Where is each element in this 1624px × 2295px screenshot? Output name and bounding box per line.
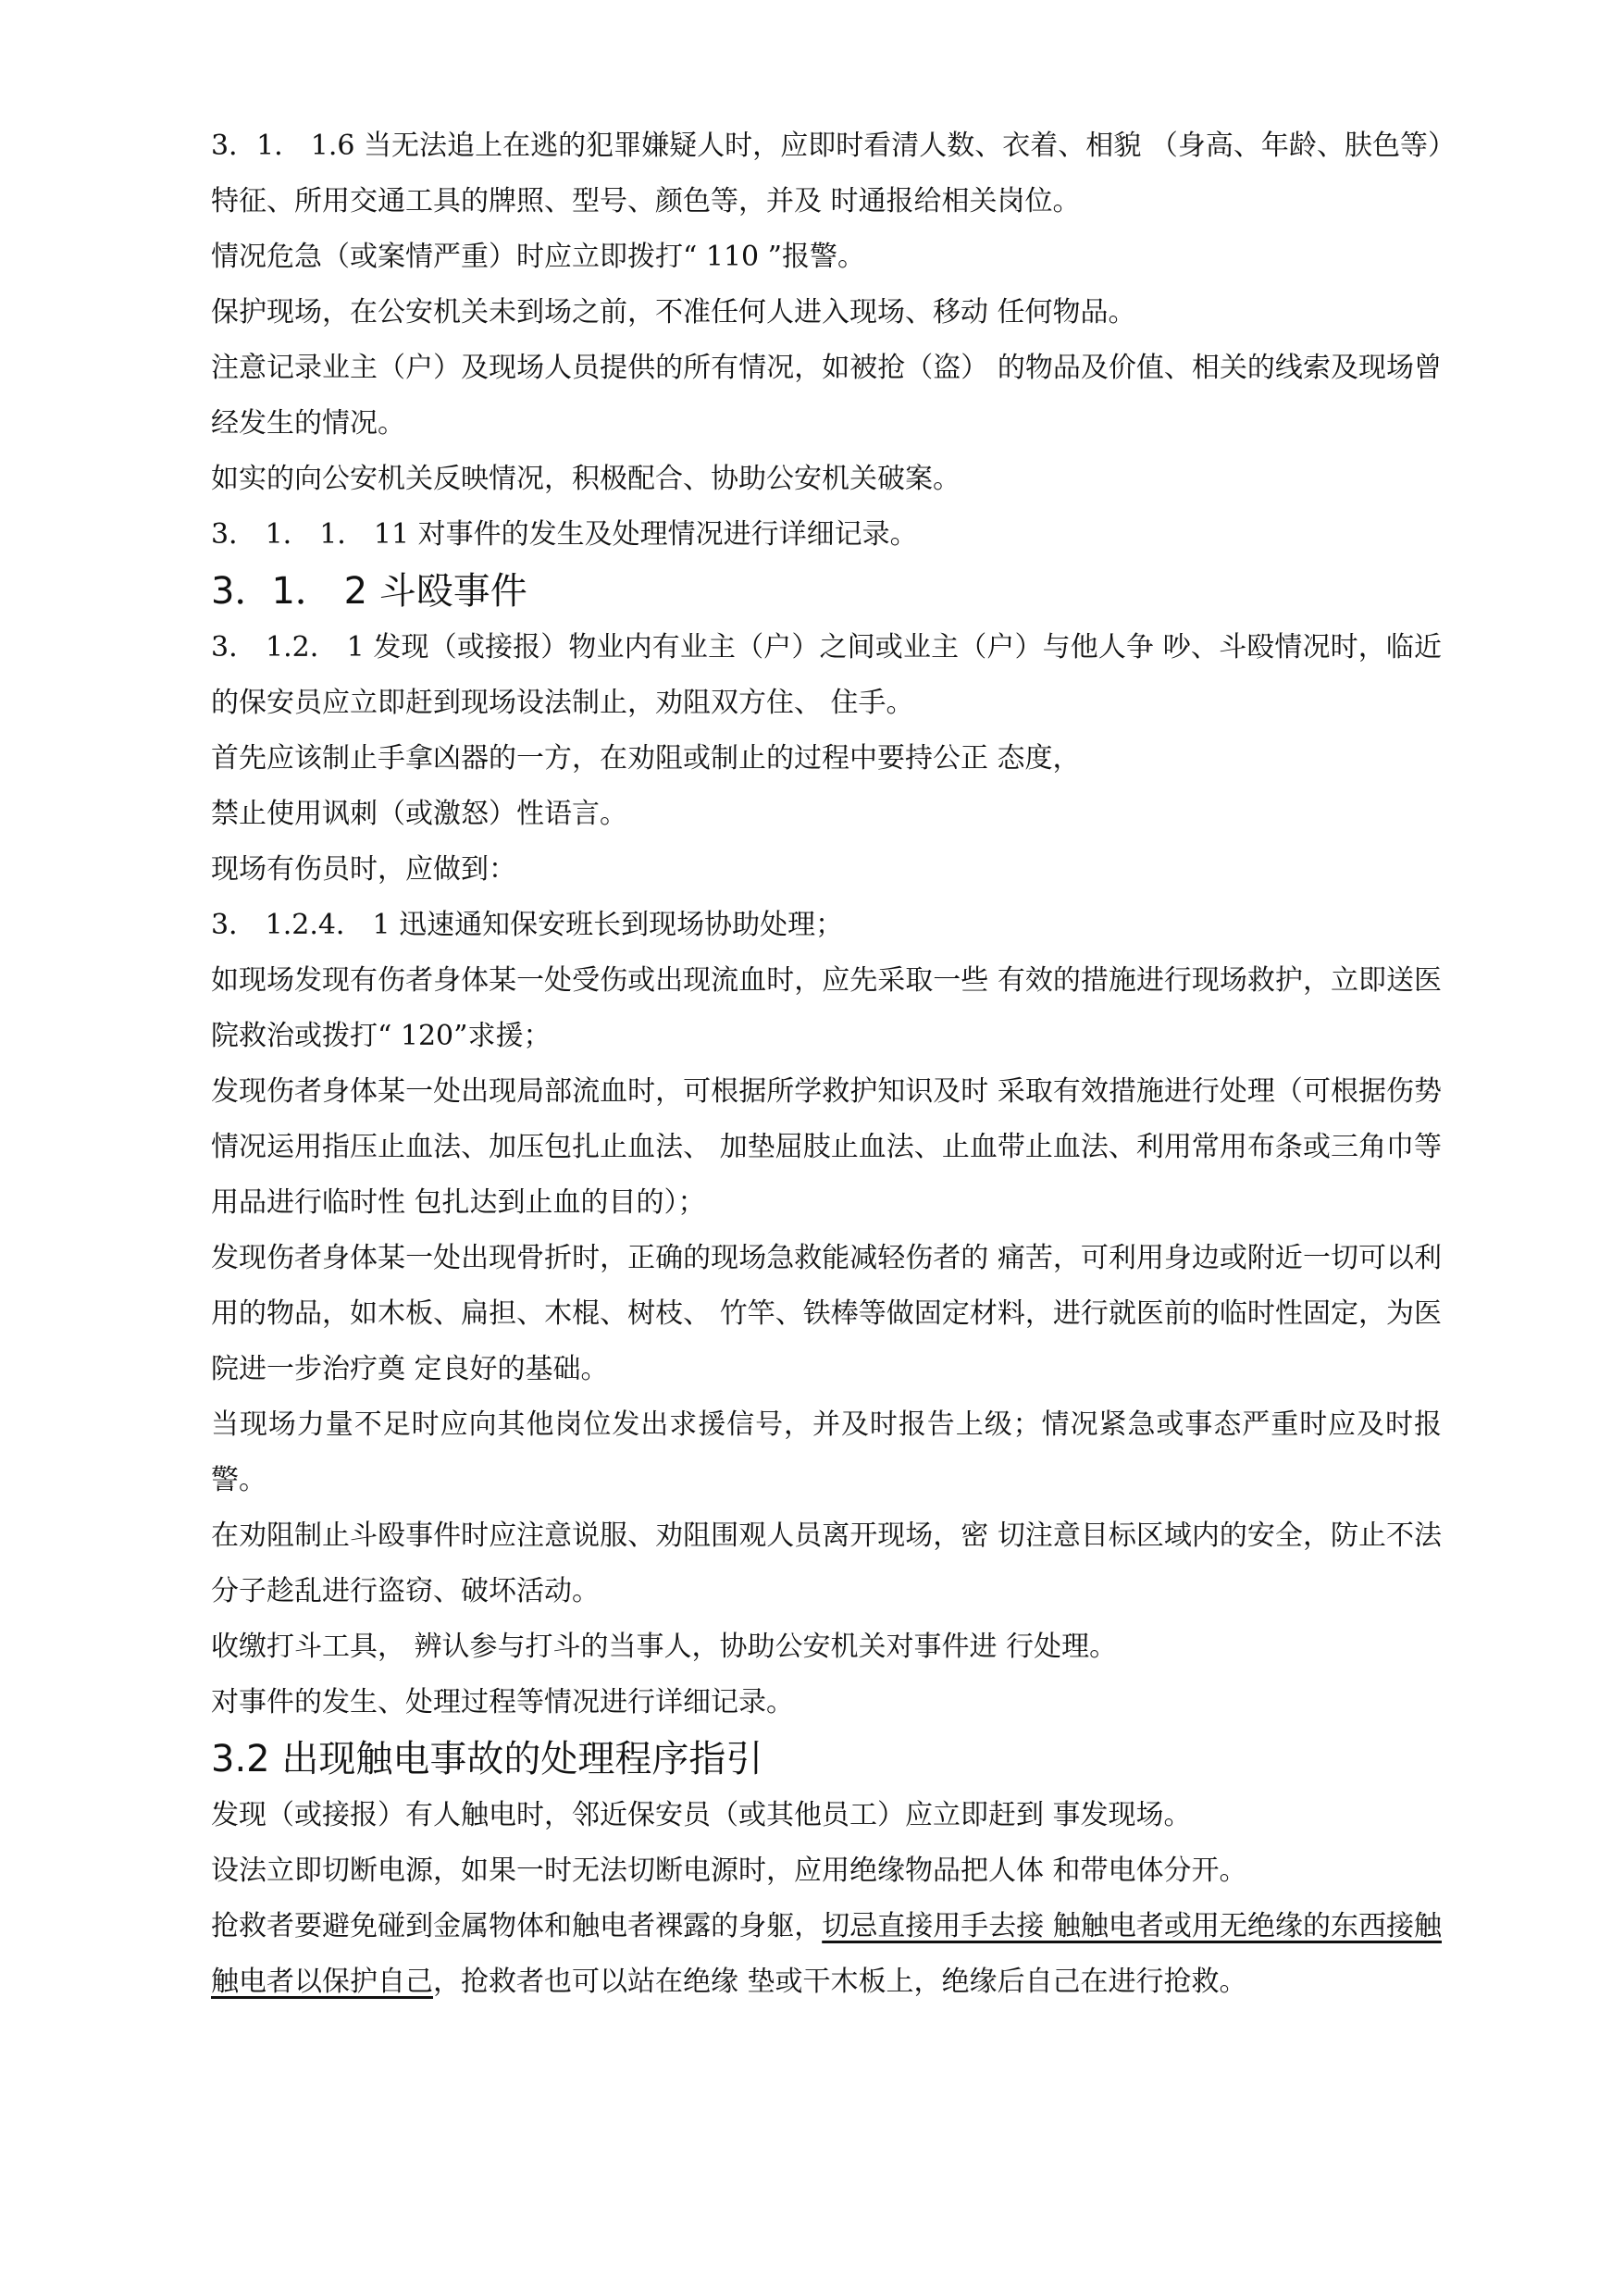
underlined-warning: 切忌直接用手去接 触触电者或用无绝缘的东西接触触电者以保护自己 bbox=[211, 1910, 1442, 1998]
section-heading-fight: 3．1． 2 斗殴事件 bbox=[211, 570, 527, 613]
paragraph-3-1-1-6: 3．1． 1.6 当无法追上在逃的犯罪嫌疑人时，应即时看清人数、衣着、相貌 （身高、年龄、肤色等）特征、所用交通工具的牌照、型号、颜色等，并及 时通报给相关岗位。 bbox=[211, 130, 1442, 217]
paragraph-no-sarcasm: 禁止使用讽刺（或激怒）性语言。 bbox=[211, 798, 627, 830]
paragraph-call-120: 如现场发现有伤者身体某一处受伤或出现流血时，应先采取一些 有效的措施进行现场救护，立即送医院救治或拨打“ 120”求援； bbox=[211, 964, 1442, 1052]
paragraph-record-info: 注意记录业主（户）及现场人员提供的所有情况，如被抢（盗） 的物品及价值、相关的线索及现场曾经发生的情况。 bbox=[211, 352, 1442, 440]
paragraph-fracture: 发现伤者身体某一处出现骨折时，正确的现场急救能减轻伤者的 痛苦，可利用身边或附近一切可以利用的物品，如木板、扁担、木棍、树枝、 竹竿、铁棒等做固定材料，进行就医前的临时性固定，为医院进一步治疗奠 定良好的基础。 bbox=[211, 1242, 1442, 1385]
paragraph-3-1-2-1: 3． 1.2． 1 发现（或接报）物业内有业主（户）之间或业主（户）与他人争 吵、斗殴情况时，临近的保安员应立即赶到现场设法制止，劝阻双方住、 住手。 bbox=[211, 631, 1442, 719]
paragraph-request-help: 当现场力量不足时应向其他岗位发出求援信号，并及时报告上级；情况紧急或事态严重时应及时报警。 bbox=[211, 1408, 1442, 1496]
paragraph-bleeding: 发现伤者身体某一处出现局部流血时，可根据所学救护知识及时 采取有效措施进行处理（可根据伤势情况运用指压止血法、加压包扎止血法、 加垫屈肢止血法、止血带止血法、利用常用布条或三角巾等用品进行临时性 包扎达到止血的目的）； bbox=[211, 1075, 1442, 1219]
rescuer-safety-text-end: ，抢救者也可以站在绝缘 垫或干木板上，绝缘后自己在进行抢救。 bbox=[433, 1966, 1247, 1998]
paragraph-rescuer-safety bbox=[211, 1899, 1442, 2010]
paragraph-injured: 现场有伤员时，应做到： bbox=[211, 853, 516, 886]
paragraph-report-police: 如实的向公安机关反映情况，积极配合、协助公安机关破案。 bbox=[211, 463, 961, 495]
paragraph-cut-power: 设法立即切断电源，如果一时无法切断电源时，应用绝缘物品把人体 和带电体分开。 bbox=[211, 1855, 1247, 1887]
rescuer-safety-text: 抢救者要避免碰到金属物体和触电者裸露的身躯， bbox=[211, 1910, 823, 1942]
paragraph-call-110: 情况危急（或案情严重）时应立即拨打“ 110 ”报警。 bbox=[211, 241, 866, 273]
paragraph-stop-armed: 首先应该制止手拿凶器的一方，在劝阻或制止的过程中要持公正 态度， bbox=[211, 742, 1081, 775]
paragraph-3-1-2-4-1: 3． 1.2.4． 1 迅速通知保安班长到现场协助处理； bbox=[211, 909, 844, 941]
paragraph-confiscate: 收缴打斗工具， 辨认参与打斗的当事人，协助公安机关对事件进 行处理。 bbox=[211, 1631, 1118, 1663]
paragraph-protect-scene: 保护现场，在公安机关未到场之前，不准任何人进入现场、移动 任何物品。 bbox=[211, 296, 1136, 329]
paragraph-crowd-control: 在劝阻制止斗殴事件时应注意说服、劝阻围观人员离开现场，密 切注意目标区域内的安全，防止不法分子趁乱进行盗窃、破坏活动。 bbox=[211, 1520, 1442, 1607]
document-page bbox=[211, 118, 1442, 2010]
paragraph-record-process: 对事件的发生、处理过程等情况进行详细记录。 bbox=[211, 1686, 794, 1718]
paragraph-3-1-1-11: 3． 1． 1． 11 对事件的发生及处理情况进行详细记录。 bbox=[211, 518, 918, 551]
paragraph-rush-scene: 发现（或接报）有人触电时，邻近保安员（或其他员工）应立即赶到 事发现场。 bbox=[211, 1799, 1192, 1831]
section-heading-electric-shock: 3.2 出现触电事故的处理程序指引 bbox=[211, 1738, 763, 1780]
